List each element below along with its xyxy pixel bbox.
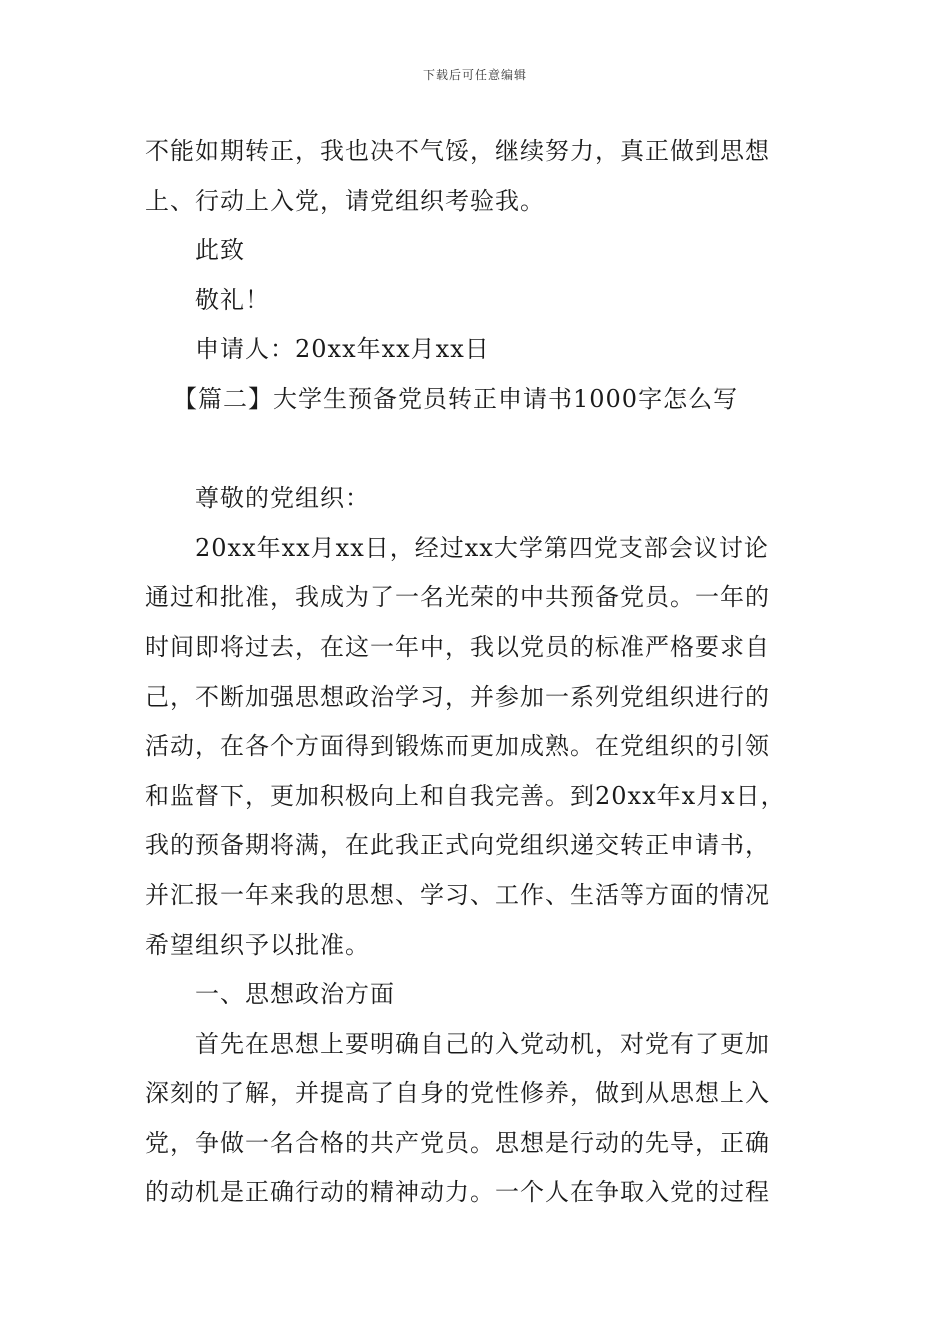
- greeting: 尊敬的党组织：: [195, 484, 370, 513]
- text-line: 通过和批准，我成为了一名光荣的中共预备党员。一年的: [145, 583, 770, 612]
- text-line: 上、行动上入党，请党组织考验我。: [145, 186, 545, 215]
- text-line: 并汇报一年来我的思想、学习、工作、生活等方面的情况: [145, 880, 770, 909]
- text-line: 活动，在各个方面得到锻炼而更加成熟。在党组织的引领: [145, 732, 770, 761]
- text-line: 党，争做一名合格的共产党员。思想是行动的先导，正确: [145, 1128, 770, 1157]
- applicant-signature-line: 申请人：20xx年xx月xx日: [195, 335, 490, 364]
- text-line: 希望组织予以批准。: [145, 930, 370, 959]
- text-line: 不能如期转正，我也决不气馁，继续努力，真正做到思想: [145, 137, 770, 165]
- blank-line: [145, 425, 825, 475]
- text-line: 深刻的了解，并提高了自身的党性修养，做到从思想上入: [145, 1079, 770, 1108]
- page-header: 下载后可任意编辑: [422, 68, 527, 82]
- closing-regards: 敬礼！: [195, 285, 270, 314]
- text-line: 我的预备期将满，在此我正式向党组织递交转正申请书，: [145, 831, 770, 860]
- section-heading: 【篇二】大学生预备党员转正申请书1000字怎么写: [173, 384, 739, 413]
- text-line: 和监督下，更加积极向上和自我完善。到20xx年x月x日，: [145, 781, 786, 810]
- text-line: 的动机是正确行动的精神动力。一个人在争取入党的过程: [145, 1178, 770, 1207]
- text-line: 时间即将过去，在这一年中，我以党员的标准严格要求自: [145, 632, 770, 661]
- document-body: [145, 127, 825, 1218]
- paragraph-start: 20xx年xx月xx日，经过xx大学第四党支部会议讨论: [195, 533, 769, 562]
- paragraph-start: 首先在思想上要明确自己的入党动机，对党有了更加: [195, 1029, 770, 1058]
- subsection-heading: 一、思想政治方面: [195, 980, 395, 1009]
- closing-salutation: 此致: [195, 236, 245, 265]
- text-line: 己，不断加强思想政治学习，并参加一系列党组织进行的: [145, 682, 770, 711]
